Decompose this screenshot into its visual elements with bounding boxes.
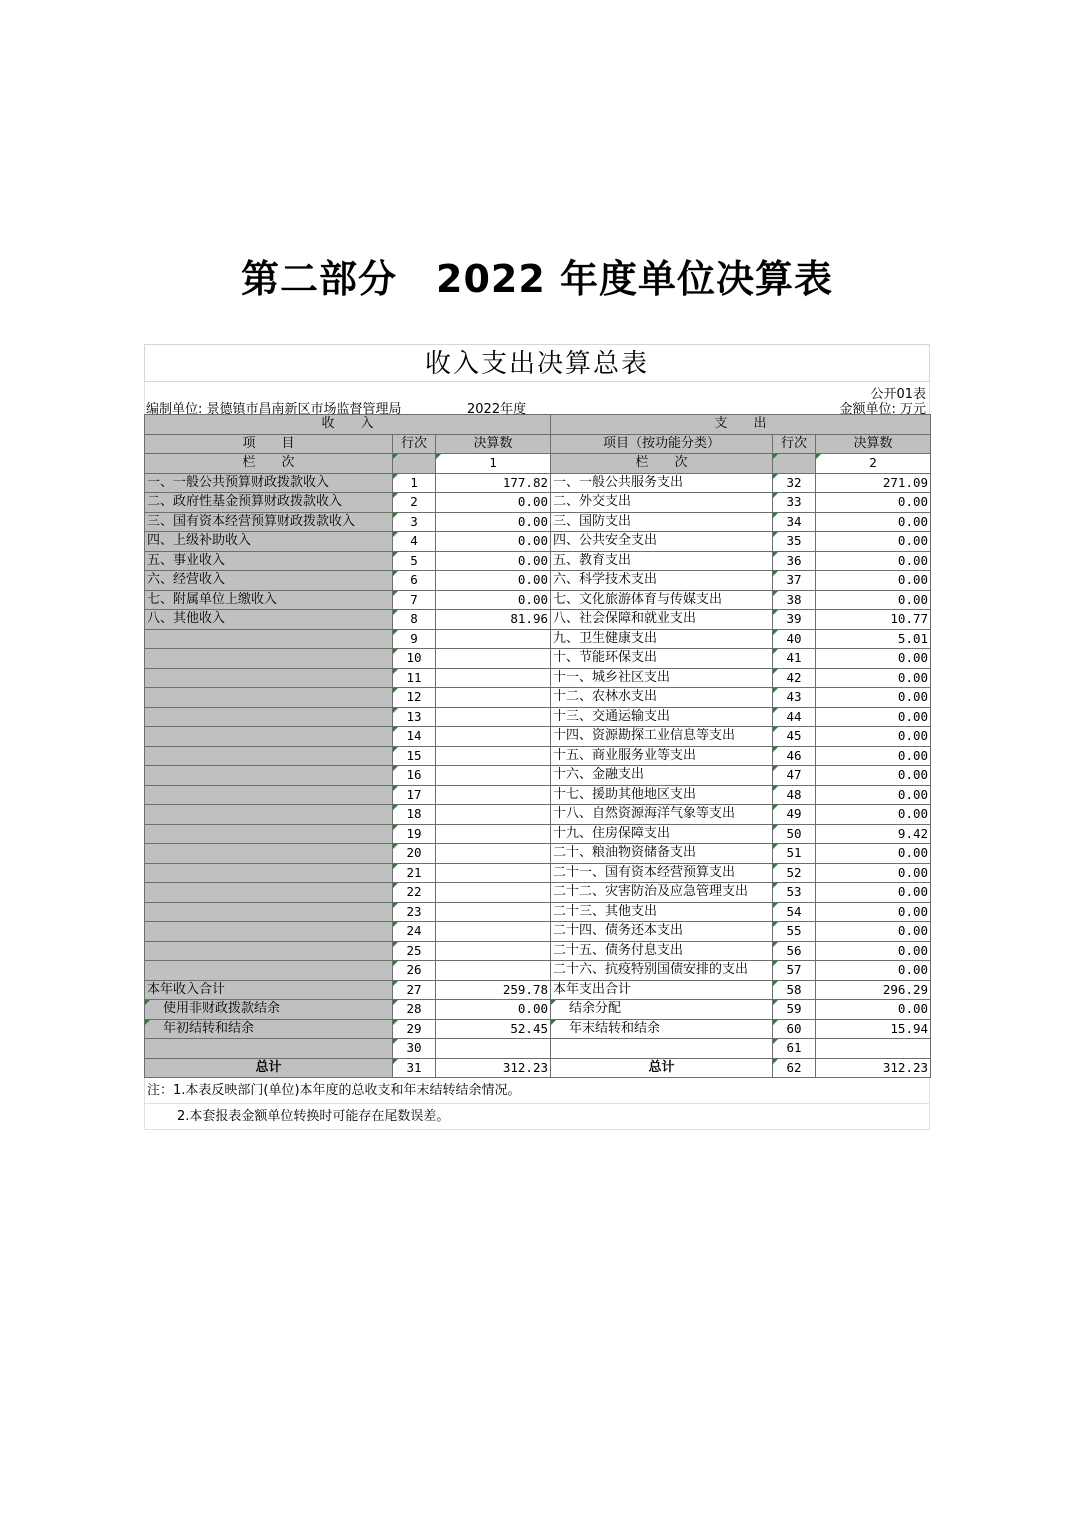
col-header-item-func: 项目（按功能分类） [551, 434, 773, 454]
table-row [145, 746, 931, 766]
expense-item-cell: 年末结转和结余 [551, 1019, 773, 1039]
income-amount-cell: 0.00 [436, 532, 551, 552]
table-body [145, 473, 931, 1078]
expense-amount-cell: 0.00 [816, 863, 931, 883]
expense-amount-cell: 9.42 [816, 824, 931, 844]
expense-row-no-cell: 58 [773, 980, 816, 1000]
income-row-no-cell: 4 [393, 532, 436, 552]
final-accounts-sheet [144, 344, 930, 1130]
expense-amount-cell: 0.00 [816, 785, 931, 805]
income-row-no-cell: 13 [393, 707, 436, 727]
table-row [145, 610, 931, 630]
table-row [145, 512, 931, 532]
income-item-cell [145, 668, 393, 688]
income-amount-cell [436, 863, 551, 883]
income-row-no-cell: 18 [393, 805, 436, 825]
table-row [145, 1058, 931, 1078]
income-amount-cell: 52.45 [436, 1019, 551, 1039]
expense-row-no-cell: 40 [773, 629, 816, 649]
org-label: 编制单位: 景德镇市昌南新区市场监督管理局 [146, 402, 402, 417]
income-row-no-cell: 11 [393, 668, 436, 688]
expense-row-no-cell: 46 [773, 746, 816, 766]
expense-amount-cell: 0.00 [816, 746, 931, 766]
income-item-cell [145, 707, 393, 727]
expense-amount-cell: 0.00 [816, 844, 931, 864]
notes [144, 1078, 930, 1130]
income-item-cell: 使用非财政拨款结余 [145, 1000, 393, 1020]
income-row-no-cell: 9 [393, 629, 436, 649]
expense-amount-cell: 0.00 [816, 883, 931, 903]
expense-amount-cell: 0.00 [816, 961, 931, 981]
expense-row-no-cell: 39 [773, 610, 816, 630]
expense-item-cell: 三、国防支出 [551, 512, 773, 532]
table-row [145, 688, 931, 708]
income-row-no-cell: 12 [393, 688, 436, 708]
income-item-cell [145, 649, 393, 669]
income-amount-cell [436, 688, 551, 708]
expense-item-cell: 二十一、国有资本经营预算支出 [551, 863, 773, 883]
income-item-cell [145, 766, 393, 786]
income-item-cell: 六、经营收入 [145, 571, 393, 591]
income-row-no-cell: 27 [393, 980, 436, 1000]
income-amount-cell [436, 1039, 551, 1059]
expense-amount-cell: 312.23 [816, 1058, 931, 1078]
income-item-cell: 五、事业收入 [145, 551, 393, 571]
table-row [145, 590, 931, 610]
income-row-no-cell: 14 [393, 727, 436, 747]
income-row-no-cell: 22 [393, 883, 436, 903]
income-item-cell: 八、其他收入 [145, 610, 393, 630]
income-row-no-cell: 2 [393, 493, 436, 513]
income-item-cell [145, 844, 393, 864]
expense-item-cell: 五、教育支出 [551, 551, 773, 571]
sheet-title: 收入支出决算总表 [144, 344, 930, 382]
expense-amount-cell: 296.29 [816, 980, 931, 1000]
income-row-no-cell: 28 [393, 1000, 436, 1020]
expense-item-cell: 二十六、抗疫特别国债安排的支出 [551, 961, 773, 981]
income-row-no-cell: 20 [393, 844, 436, 864]
expense-item-cell: 十二、农林水支出 [551, 688, 773, 708]
income-amount-cell: 312.23 [436, 1058, 551, 1078]
table-row [145, 1019, 931, 1039]
expense-item-cell: 九、卫生健康支出 [551, 629, 773, 649]
expense-amount-cell: 0.00 [816, 590, 931, 610]
table-row [145, 473, 931, 493]
income-amount-cell: 0.00 [436, 1000, 551, 1020]
expense-item-cell: 二、外交支出 [551, 493, 773, 513]
expense-amount-cell: 0.00 [816, 1000, 931, 1020]
expense-row-no-cell: 32 [773, 473, 816, 493]
expense-item-cell: 结余分配 [551, 1000, 773, 1020]
expense-amount-cell: 0.00 [816, 551, 931, 571]
income-item-cell [145, 961, 393, 981]
income-item-cell [145, 688, 393, 708]
expense-row-no-cell: 53 [773, 883, 816, 903]
expense-amount-cell: 0.00 [816, 493, 931, 513]
income-expense-table [144, 414, 931, 1078]
income-row-no-cell: 19 [393, 824, 436, 844]
income-item-cell: 年初结转和结余 [145, 1019, 393, 1039]
expense-item-cell: 十、节能环保支出 [551, 649, 773, 669]
income-row-no-cell: 24 [393, 922, 436, 942]
expense-item-cell: 十六、金融支出 [551, 766, 773, 786]
col-index-2: 2 [816, 454, 931, 474]
expense-row-no-cell: 43 [773, 688, 816, 708]
income-item-cell [145, 863, 393, 883]
col-header-row-no: 行次 [773, 434, 816, 454]
expense-row-no-cell: 41 [773, 649, 816, 669]
col-header-item: 项 目 [145, 434, 393, 454]
table-row [145, 1039, 931, 1059]
income-item-cell [145, 883, 393, 903]
income-amount-cell [436, 805, 551, 825]
expense-row-no-cell: 38 [773, 590, 816, 610]
income-amount-cell: 0.00 [436, 590, 551, 610]
income-row-no-cell: 8 [393, 610, 436, 630]
income-row-no-cell: 25 [393, 941, 436, 961]
expense-amount-cell: 0.00 [816, 922, 931, 942]
income-item-cell: 一、一般公共预算财政拨款收入 [145, 473, 393, 493]
income-row-no-cell: 7 [393, 590, 436, 610]
income-row-no-cell: 29 [393, 1019, 436, 1039]
expense-item-cell: 二十四、债务还本支出 [551, 922, 773, 942]
table-row [145, 863, 931, 883]
expense-item-cell: 二十三、其他支出 [551, 902, 773, 922]
income-amount-cell [436, 961, 551, 981]
expense-row-no-cell: 62 [773, 1058, 816, 1078]
expense-item-cell: 十三、交通运输支出 [551, 707, 773, 727]
empty-cell [393, 454, 436, 474]
income-amount-cell [436, 629, 551, 649]
expense-item-cell: 十七、援助其他地区支出 [551, 785, 773, 805]
income-row-no-cell: 31 [393, 1058, 436, 1078]
income-amount-cell [436, 746, 551, 766]
table-row [145, 883, 931, 903]
income-amount-cell [436, 941, 551, 961]
expense-item-cell: 总计 [551, 1058, 773, 1078]
income-header: 收 入 [145, 415, 551, 435]
year-label: 2022年度 [467, 402, 527, 417]
income-item-cell [145, 785, 393, 805]
expense-row-no-cell: 35 [773, 532, 816, 552]
table-row [145, 668, 931, 688]
expense-item-cell: 十五、商业服务业等支出 [551, 746, 773, 766]
expense-row-no-cell: 55 [773, 922, 816, 942]
expense-amount-cell: 0.00 [816, 766, 931, 786]
income-item-cell [145, 746, 393, 766]
table-row [145, 824, 931, 844]
expense-row-no-cell: 56 [773, 941, 816, 961]
income-amount-cell [436, 668, 551, 688]
expense-header: 支 出 [551, 415, 931, 435]
table-row [145, 766, 931, 786]
table-row [145, 707, 931, 727]
income-row-no-cell: 16 [393, 766, 436, 786]
income-amount-cell [436, 707, 551, 727]
table-row [145, 493, 931, 513]
expense-amount-cell [816, 1039, 931, 1059]
income-amount-cell [436, 922, 551, 942]
expense-amount-cell: 0.00 [816, 727, 931, 747]
expense-item-cell: 十九、住房保障支出 [551, 824, 773, 844]
income-row-no-cell: 1 [393, 473, 436, 493]
expense-amount-cell: 5.01 [816, 629, 931, 649]
income-amount-cell: 0.00 [436, 551, 551, 571]
income-amount-cell [436, 785, 551, 805]
income-item-cell: 本年收入合计 [145, 980, 393, 1000]
col-label-row: 栏 次 [145, 454, 393, 474]
income-item-cell [145, 941, 393, 961]
table-row [145, 844, 931, 864]
income-row-no-cell: 21 [393, 863, 436, 883]
expense-amount-cell: 0.00 [816, 512, 931, 532]
income-row-no-cell: 3 [393, 512, 436, 532]
col-header-row-no: 行次 [393, 434, 436, 454]
expense-row-no-cell: 54 [773, 902, 816, 922]
expense-amount-cell: 0.00 [816, 902, 931, 922]
income-item-cell: 七、附属单位上缴收入 [145, 590, 393, 610]
table-row [145, 961, 931, 981]
income-amount-cell: 81.96 [436, 610, 551, 630]
income-amount-cell: 0.00 [436, 571, 551, 591]
expense-item-cell: 七、文化旅游体育与传媒支出 [551, 590, 773, 610]
table-row [145, 805, 931, 825]
expense-row-no-cell: 37 [773, 571, 816, 591]
expense-item-cell: 二十二、灾害防治及应急管理支出 [551, 883, 773, 903]
expense-amount-cell: 271.09 [816, 473, 931, 493]
sheet-meta [144, 382, 930, 417]
income-row-no-cell: 23 [393, 902, 436, 922]
expense-row-no-cell: 57 [773, 961, 816, 981]
note-1: 注：1.本表反映部门(单位)本年度的总收支和年末结转结余情况。 [144, 1078, 930, 1104]
income-amount-cell: 0.00 [436, 493, 551, 513]
table-row [145, 727, 931, 747]
expense-row-no-cell: 59 [773, 1000, 816, 1020]
expense-amount-cell: 0.00 [816, 941, 931, 961]
income-row-no-cell: 26 [393, 961, 436, 981]
unit-label: 金额单位: 万元 [839, 402, 926, 417]
expense-amount-cell: 0.00 [816, 571, 931, 591]
income-item-cell [145, 824, 393, 844]
income-amount-cell: 0.00 [436, 512, 551, 532]
expense-amount-cell: 10.77 [816, 610, 931, 630]
income-amount-cell [436, 844, 551, 864]
expense-amount-cell: 0.00 [816, 688, 931, 708]
expense-row-no-cell: 50 [773, 824, 816, 844]
income-amount-cell: 177.82 [436, 473, 551, 493]
income-amount-cell [436, 883, 551, 903]
expense-row-no-cell: 49 [773, 805, 816, 825]
expense-item-cell: 八、社会保障和就业支出 [551, 610, 773, 630]
income-item-cell [145, 922, 393, 942]
income-row-no-cell: 6 [393, 571, 436, 591]
table-row [145, 571, 931, 591]
expense-item-cell [551, 1039, 773, 1059]
col-label-row: 栏 次 [551, 454, 773, 474]
expense-row-no-cell: 48 [773, 785, 816, 805]
expense-row-no-cell: 34 [773, 512, 816, 532]
income-amount-cell: 259.78 [436, 980, 551, 1000]
expense-item-cell: 六、科学技术支出 [551, 571, 773, 591]
expense-amount-cell: 0.00 [816, 805, 931, 825]
expense-row-no-cell: 60 [773, 1019, 816, 1039]
expense-item-cell: 十四、资源勘探工业信息等支出 [551, 727, 773, 747]
table-row [145, 902, 931, 922]
income-item-cell: 总计 [145, 1058, 393, 1078]
income-item-cell [145, 1039, 393, 1059]
table-row [145, 1000, 931, 1020]
expense-amount-cell: 0.00 [816, 707, 931, 727]
expense-amount-cell: 0.00 [816, 649, 931, 669]
table-row [145, 941, 931, 961]
expense-item-cell: 一、一般公共服务支出 [551, 473, 773, 493]
expense-item-cell: 十一、城乡社区支出 [551, 668, 773, 688]
income-item-cell: 四、上级补助收入 [145, 532, 393, 552]
expense-row-no-cell: 44 [773, 707, 816, 727]
form-code: 公开01表 [870, 387, 926, 402]
income-amount-cell [436, 766, 551, 786]
table-row [145, 551, 931, 571]
income-item-cell: 三、国有资本经营预算财政拨款收入 [145, 512, 393, 532]
expense-row-no-cell: 42 [773, 668, 816, 688]
income-amount-cell [436, 649, 551, 669]
income-item-cell [145, 902, 393, 922]
expense-amount-cell: 15.94 [816, 1019, 931, 1039]
expense-amount-cell: 0.00 [816, 532, 931, 552]
income-amount-cell [436, 824, 551, 844]
expense-row-no-cell: 51 [773, 844, 816, 864]
expense-item-cell: 二十五、债务付息支出 [551, 941, 773, 961]
table-row [145, 629, 931, 649]
expense-row-no-cell: 33 [773, 493, 816, 513]
income-row-no-cell: 17 [393, 785, 436, 805]
expense-row-no-cell: 45 [773, 727, 816, 747]
income-item-cell [145, 805, 393, 825]
income-row-no-cell: 15 [393, 746, 436, 766]
col-header-amount: 决算数 [816, 434, 931, 454]
income-row-no-cell: 10 [393, 649, 436, 669]
expense-amount-cell: 0.00 [816, 668, 931, 688]
col-index-1: 1 [436, 454, 551, 474]
table-row [145, 532, 931, 552]
empty-cell [773, 454, 816, 474]
expense-row-no-cell: 52 [773, 863, 816, 883]
table-row [145, 922, 931, 942]
table-row [145, 980, 931, 1000]
page-title: 第二部分 2022 年度单位决算表 [241, 257, 833, 301]
expense-row-no-cell: 47 [773, 766, 816, 786]
expense-item-cell: 二十、粮油物资储备支出 [551, 844, 773, 864]
note-2: 2.本套报表金额单位转换时可能存在尾数误差。 [144, 1104, 930, 1130]
table-row [145, 649, 931, 669]
expense-item-cell: 本年支出合计 [551, 980, 773, 1000]
expense-row-no-cell: 36 [773, 551, 816, 571]
income-amount-cell [436, 902, 551, 922]
expense-row-no-cell: 61 [773, 1039, 816, 1059]
income-item-cell [145, 629, 393, 649]
income-amount-cell [436, 727, 551, 747]
income-item-cell: 二、政府性基金预算财政拨款收入 [145, 493, 393, 513]
expense-item-cell: 四、公共安全支出 [551, 532, 773, 552]
income-row-no-cell: 30 [393, 1039, 436, 1059]
col-header-amount: 决算数 [436, 434, 551, 454]
expense-item-cell: 十八、自然资源海洋气象等支出 [551, 805, 773, 825]
income-item-cell [145, 727, 393, 747]
table-row [145, 785, 931, 805]
income-row-no-cell: 5 [393, 551, 436, 571]
